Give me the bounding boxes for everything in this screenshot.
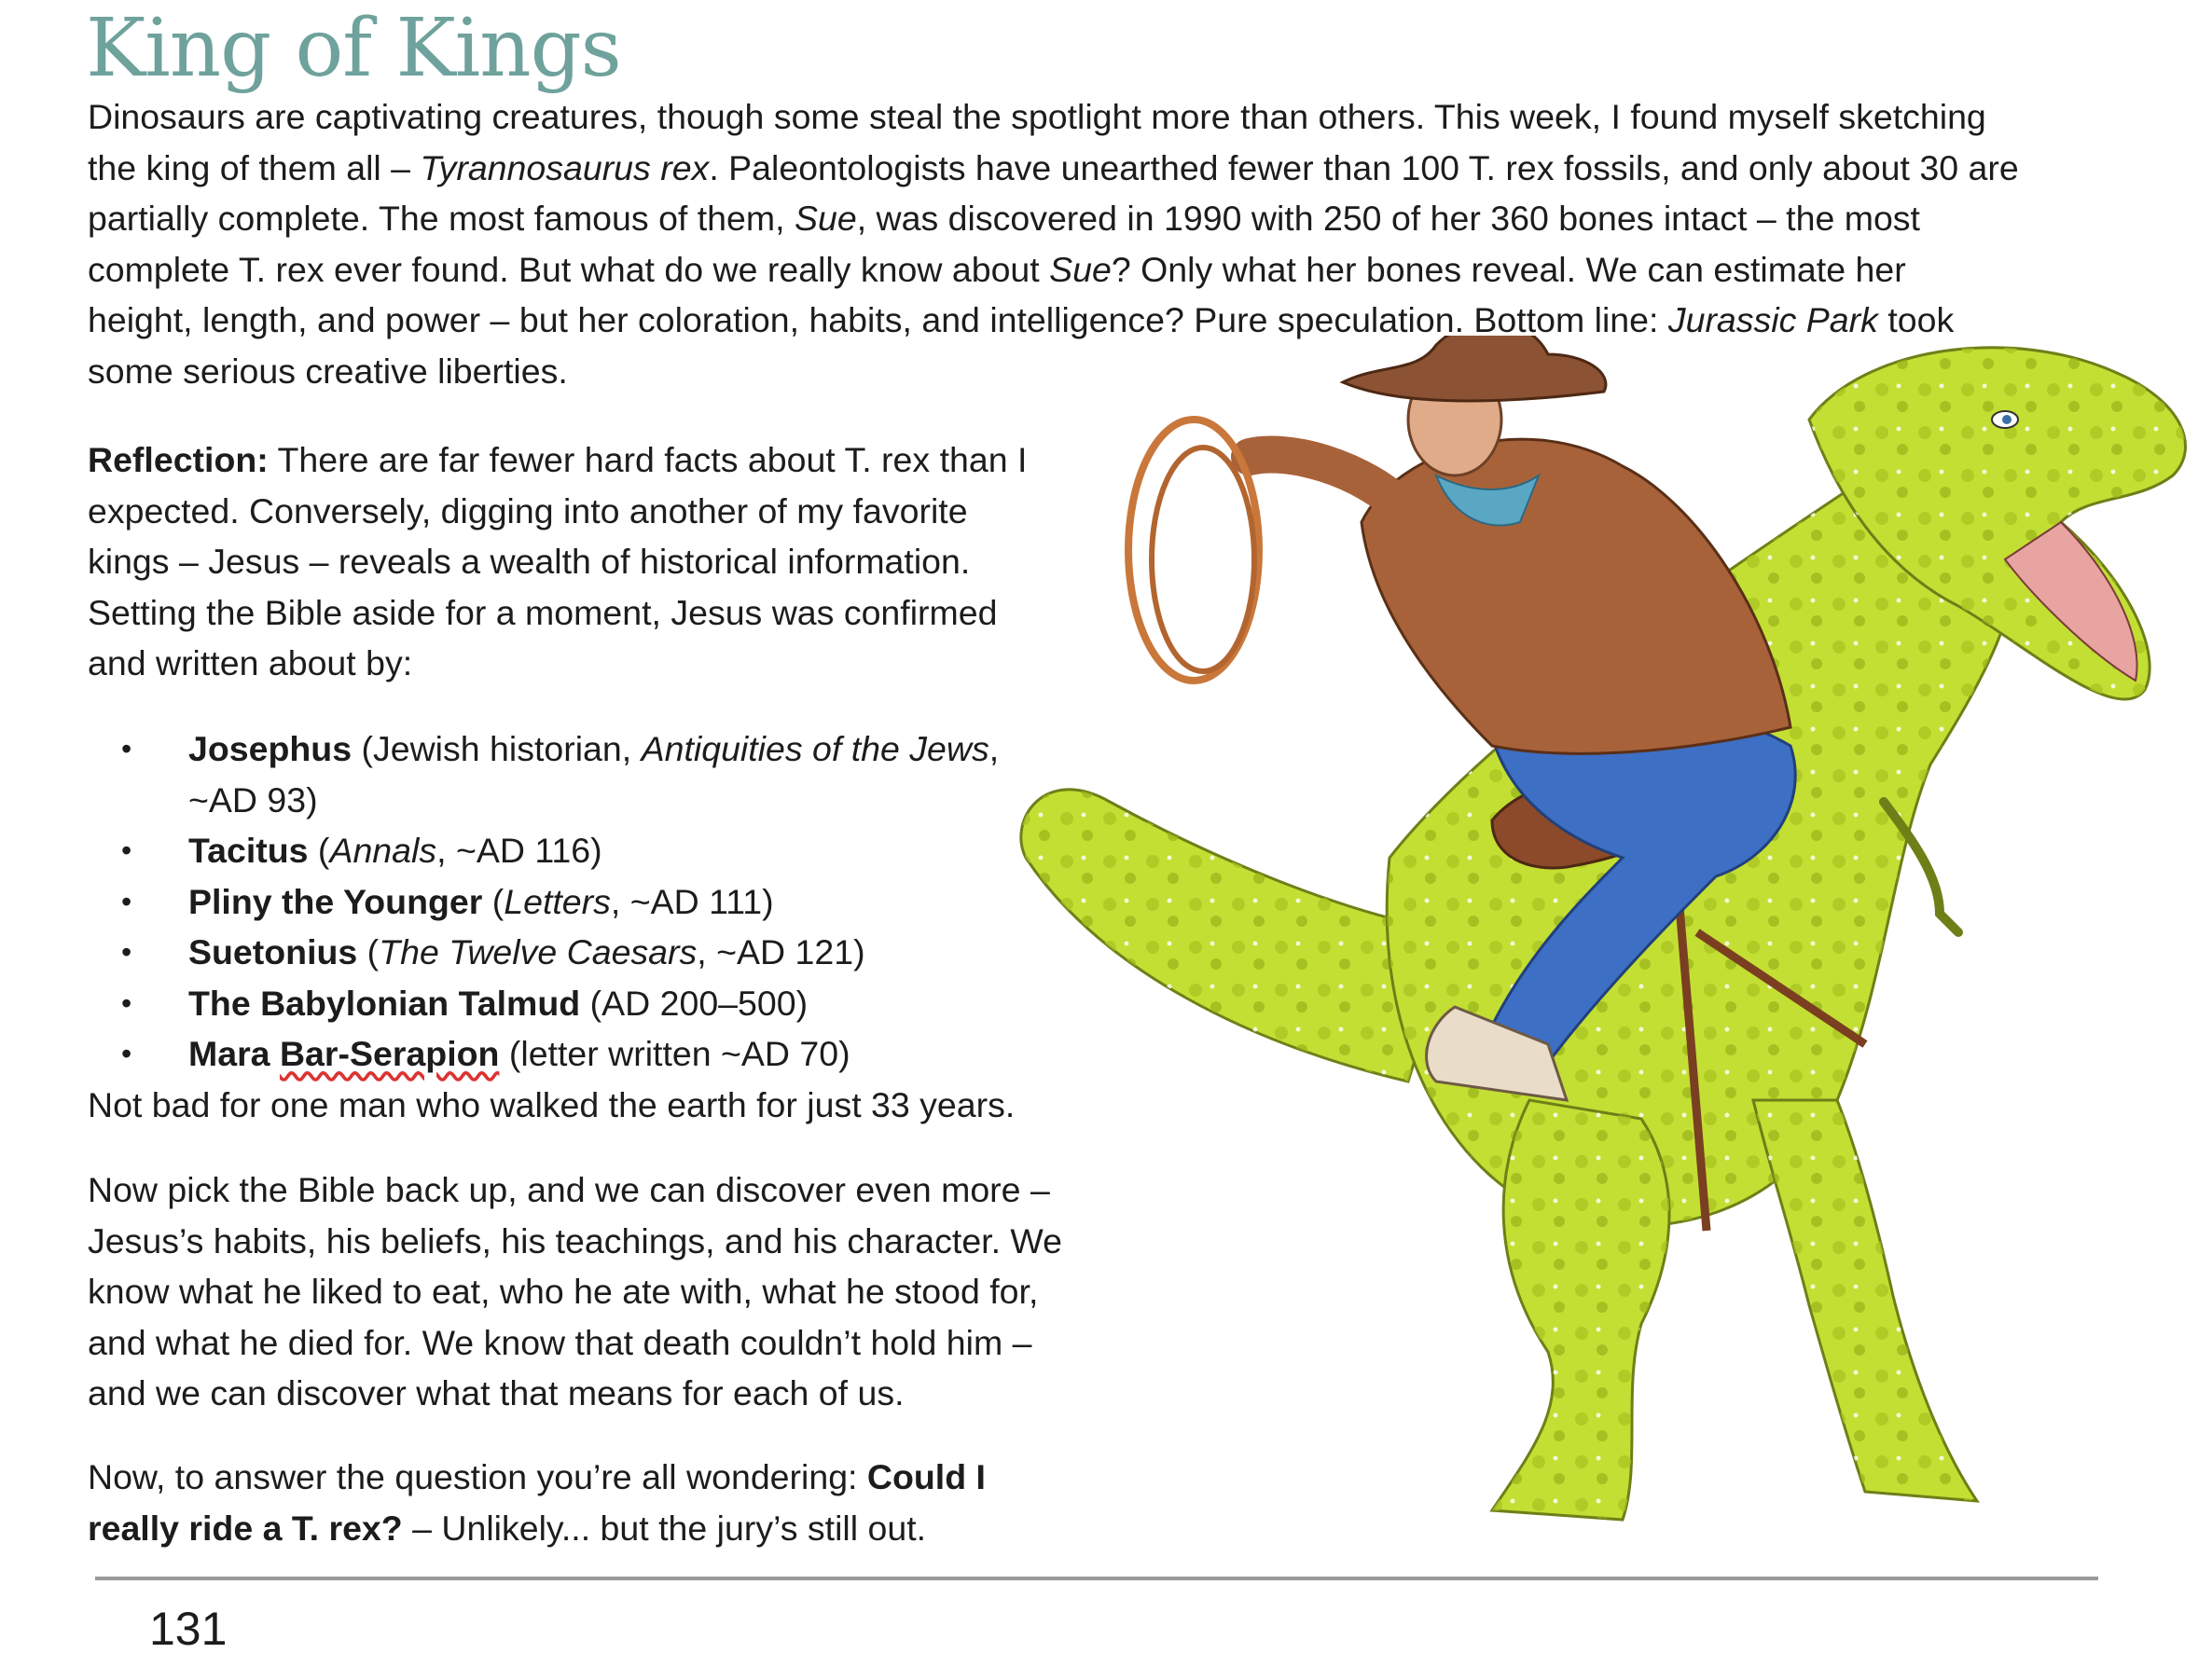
italic-text: Annals (329, 831, 437, 870)
italic-text: The Twelve Caesars (379, 932, 698, 971)
bullet-icon: • (121, 1037, 132, 1070)
cowboy-riding-trex-illustration (970, 336, 2210, 1557)
source-list-item: • Pliny the Younger (Letters, ~AD 111) (88, 876, 1160, 928)
source-list-item: • Josephus (Jewish historian, Antiquities of the Jews, ~AD 93) (88, 723, 1160, 825)
text-line: some serious creative liberties. (88, 351, 568, 391)
italic-text: Tyrannosaurus rex (420, 147, 710, 187)
text-line: know what he liked to eat, who he ate with, what he stood for, (88, 1272, 1039, 1311)
bullet-icon: • (121, 935, 132, 969)
italic-text: Sue (1049, 249, 1112, 289)
bold-text: Mara (188, 1034, 280, 1073)
after-list-text: Not bad for one man who walked the earth for just 33 years. (88, 1085, 1016, 1124)
footer-divider (95, 1577, 2098, 1580)
text-line: kings – Jesus – reveals a wealth of historical information. (88, 542, 971, 581)
bold-text: Pliny the Younger (188, 881, 483, 921)
text-line: complete T. rex ever found. But what do we really know about Sue? Only what her bones reveal. We can estimate her (88, 249, 1906, 289)
bullet-icon: • (121, 985, 132, 1020)
source-list-item: • Mara Bar-Serapion (letter written ~AD 70) (88, 1028, 1160, 1080)
bold-text: Josephus (188, 729, 353, 768)
source-continuation: ~AD 93) (188, 779, 318, 820)
source-list-item: • Suetonius (The Twelve Caesars, ~AD 121) (88, 927, 1160, 978)
bullet-icon: • (121, 834, 132, 867)
text-line: Now pick the Bible back up, and we can discover even more – (88, 1170, 1050, 1209)
text-line: There are far fewer hard facts about T. rex than I (268, 440, 1028, 479)
text-line: and we can discover what that means for each of us. (88, 1373, 905, 1412)
bold-text: Could I (866, 1457, 986, 1496)
text-line: Setting the Bible aside for a moment, Jesus was confirmed (88, 592, 998, 632)
text-line: really ride a T. rex? – Unlikely... but the jury’s still out. (88, 1508, 927, 1548)
page-number: 131 (149, 1603, 228, 1655)
italic-text: Jurassic Park (1667, 300, 1878, 339)
text-line: the king of them all – Tyrannosaurus rex. Paleontologists have unearthed fewer than 100 T. rex fossils, and only about 30 are (88, 147, 2019, 187)
text-line: Jesus’s habits, his beliefs, his teachings, and his character. We (88, 1220, 1063, 1261)
spellcheck-flagged-text: Bar-Serapion (279, 1034, 500, 1073)
italic-text: Letters (504, 881, 611, 921)
text-line: partially complete. The most famous of them, Sue, was discovered in 1990 with 250 of her 360 bones intact – the most (88, 199, 1920, 238)
page-title: King of Kings (86, 2, 621, 95)
bold-text: really ride a T. rex? (88, 1508, 403, 1548)
text-line: and what he died for. We know that death couldn’t hold him – (88, 1322, 1032, 1362)
text-line: and written about by: (88, 643, 413, 682)
text-line: Dinosaurs are captivating creatures, though some steal the spotlight more than others. This week, I found myself sketching (88, 97, 1986, 136)
text-line: Now, to answer the question you’re all wondering: Could I (88, 1457, 986, 1496)
source-list-item: • Tacitus (Annals, ~AD 116) (88, 825, 1160, 876)
bold-text: Suetonius (188, 932, 358, 971)
text-line: expected. Conversely, digging into another of my favorite (88, 490, 968, 530)
reflection-label: Reflection: (88, 440, 269, 479)
italic-text: Antiquities of the Jews (641, 729, 989, 768)
source-list-item: • The Babylonian Talmud (AD 200–500) (88, 978, 1160, 1029)
italic-text: Sue (794, 199, 857, 238)
text-line: height, length, and power – but her coloration, habits, and intelligence? Pure speculation. Bottom line: Jurassic Park took (88, 300, 1955, 339)
bold-text: The Babylonian Talmud (188, 983, 581, 1023)
bullet-icon: • (121, 732, 132, 765)
bullet-icon: • (121, 884, 132, 918)
bold-text: Tacitus (188, 831, 309, 870)
